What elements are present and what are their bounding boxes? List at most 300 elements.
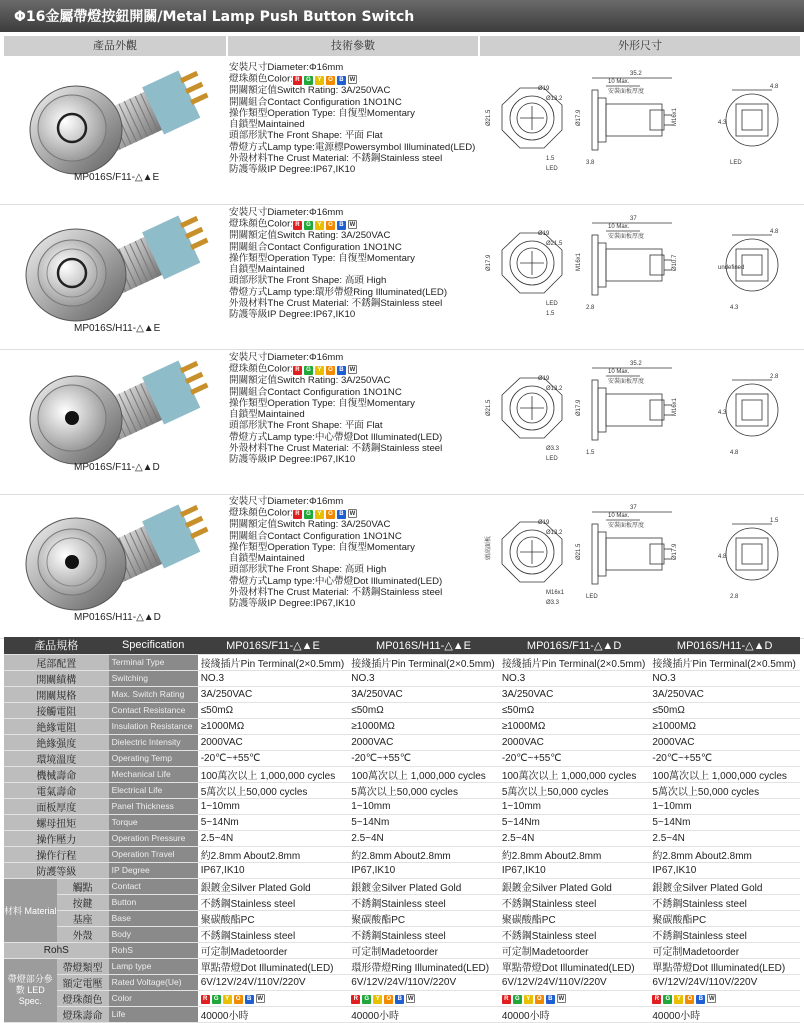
dim-label: Ø21.5 (576, 543, 582, 560)
spec-label-en: Electrical Life (109, 782, 198, 798)
spec-value: 銀鍍金Silver Plated Gold (348, 878, 499, 894)
param-line: 帶燈方式Lamp type:電源標Powersymbol Illuminated(LED) (229, 141, 476, 153)
spec-value: 不銹鋼Stainless steel (649, 894, 800, 910)
color-dots (201, 992, 267, 1004)
switch-photo (6, 496, 222, 624)
spec-value: 40000小時 (348, 1006, 499, 1022)
spec-value: 100萬次以上 1,000,000 cycles (198, 766, 349, 782)
dim-label: 1.5 (586, 450, 595, 456)
spec-value: 聚碳酸酯PC (649, 910, 800, 926)
dim-label: 3.8 (586, 160, 595, 166)
param-line: 安裝尺寸Diameter:Φ16mm (229, 207, 344, 218)
color-dot: W (257, 996, 264, 1002)
spec-label-en: Lamp type (109, 958, 198, 974)
dim-label: Ø13.2 (546, 96, 563, 102)
color-dots (502, 992, 568, 1004)
spec-value: 6V/12V/24V/110V/220V (198, 974, 349, 990)
param-line: 帶燈方式Lamp type:中心帶燈Dot Illuminated(LED) (229, 575, 443, 587)
spec-value: 1~10mm (499, 798, 650, 814)
spec-label-en: IP Degree (109, 862, 198, 878)
spec-label-zh: 絶緣電阻 (4, 718, 109, 734)
spec-value: ≥1000MΩ (348, 718, 499, 734)
spec-label-zh: 額定電壓 (57, 974, 109, 990)
color-dots (293, 73, 359, 85)
dim-label: Ø13.2 (546, 386, 563, 392)
table-header-cell: MP016S/H11-△▲D (649, 637, 800, 654)
product-row (0, 60, 804, 205)
spec-value: 接綫插片Pin Terminal(2×0.5mm) (499, 654, 650, 670)
spec-label-zh: 基座 (57, 910, 109, 926)
spec-label-zh: 螺母扭矩 (4, 814, 109, 830)
material-group-label: 材料 Material (4, 878, 57, 942)
table-header-cell: MP016S/H11-△▲E (348, 637, 499, 654)
spec-value: -20℃~+55℃ (198, 750, 349, 766)
color-dots (652, 992, 718, 1004)
spec-value: NO.3 (649, 670, 800, 686)
dim-label: 35.2 (630, 361, 642, 367)
spec-value: 不銹鋼Stainless steel (499, 894, 650, 910)
spec-label-en: Rated Voltage(Ue) (109, 974, 198, 990)
table-row (4, 1006, 800, 1022)
param-line: 帶燈方式Lamp type:中心帶燈Dot Illuminated(LED) (229, 431, 443, 443)
table-row (4, 942, 800, 958)
spec-value: NO.3 (198, 670, 349, 686)
color-dot: W (558, 996, 565, 1002)
table-header-row (4, 637, 800, 654)
param-line: 開關額定值Switch Rating: 3A/250VAC (229, 519, 391, 531)
param-line: 防護等級IP Degree:IP67,IK10 (229, 454, 356, 466)
spec-label-en: Torque (109, 814, 198, 830)
spec-label-zh: 電氣壽命 (4, 782, 109, 798)
switch-photo (6, 62, 222, 190)
spec-value: 不銹鋼Stainless steel (198, 894, 349, 910)
table-row (4, 878, 800, 894)
spec-label-zh: 防護等級 (4, 862, 109, 878)
spec-value: 銀鍍金Silver Plated Gold (198, 878, 349, 894)
spec-label-en: Operation Pressure (109, 830, 198, 846)
param-line: 防護等級IP Degree:IP67,IK10 (229, 309, 356, 321)
spec-label-en: Operating Temp (109, 750, 198, 766)
table-header-cell: Specification (109, 637, 198, 654)
spec-value: ≥1000MΩ (198, 718, 349, 734)
spec-label-zh: 外殼 (57, 926, 109, 942)
dim-label: LED (730, 160, 742, 166)
dim-label: 10 Max. (608, 224, 630, 230)
spec-label-en: Body (109, 926, 198, 942)
color-dot: Y (223, 995, 232, 1004)
color-dot: B (395, 995, 404, 1004)
spec-value: 接綫插片Pin Terminal(2×0.5mm) (649, 654, 800, 670)
spec-value: 2.5~4N (198, 830, 349, 846)
dim-label: Ø21.5 (546, 241, 563, 247)
dim-label: Ø13.2 (546, 530, 563, 536)
col-header-appearance: 產品外觀 (4, 36, 226, 56)
spec-value: 可定制Madetoorder (649, 942, 800, 958)
dim-label: 2.8 (586, 305, 595, 311)
spec-value: 5~14Nm (348, 814, 499, 830)
spec-label-zh: 操作行程 (4, 846, 109, 862)
table-header-cell: MP016S/F11-△▲D (499, 637, 650, 654)
spec-value: 2000VAC (499, 734, 650, 750)
dim-label: 1.5 (770, 518, 779, 524)
table-header-cell: 產品規格 (4, 637, 109, 654)
color-dots (293, 363, 359, 375)
spec-label-en: Base (109, 910, 198, 926)
dim-label: 10 Max. (608, 513, 630, 519)
spec-value: 不銹鋼Stainless steel (198, 926, 349, 942)
spec-label-en: Contact (109, 878, 198, 894)
param-line: 頭部形狀The Front Shape: 平面 Flat (229, 130, 383, 142)
spec-value: 2.5~4N (499, 830, 650, 846)
spec-label-zh: 接觸電阻 (4, 702, 109, 718)
param-line: 安裝尺寸Diameter:Φ16mm (229, 496, 344, 507)
spec-value: -20℃~+55℃ (499, 750, 650, 766)
spec-value: -20℃~+55℃ (348, 750, 499, 766)
spec-value: IP67,IK10 (198, 862, 349, 878)
spec-label-en: Max. Switch Rating (109, 686, 198, 702)
dim-label: 10 Max. (608, 79, 630, 85)
spec-value: 6V/12V/24V/110V/220V (348, 974, 499, 990)
color-dots (293, 507, 359, 519)
param-line: 開關組合Contact Configuration 1NO1NC (229, 530, 402, 542)
spec-label-zh: 開關規格 (4, 686, 109, 702)
dim-label: LED (546, 301, 558, 307)
color-dot: G (663, 995, 672, 1004)
param-line: 外殼材料The Crust Material: 不銹鋼Stainless steel (229, 153, 443, 165)
dim-label: M16x1 (576, 252, 582, 271)
table-header-cell: MP016S/F11-△▲E (198, 637, 349, 654)
dim-label: 37 (630, 505, 637, 511)
color-dot: Y (315, 221, 324, 230)
color-dot: R (293, 366, 302, 375)
spec-value: ≤50mΩ (348, 702, 499, 718)
spec-label-en: Dielectric Intensity (109, 734, 198, 750)
spec-label-zh: RohS (4, 942, 109, 958)
dimension-drawing (480, 205, 802, 345)
spec-label-zh: 燈珠壽命 (57, 1006, 109, 1022)
color-dot: B (245, 995, 254, 1004)
spec-value: 1~10mm (198, 798, 349, 814)
param-line: 開關額定值Switch Rating: 3A/250VAC (229, 85, 391, 97)
color-dot: R (502, 995, 511, 1004)
spec-value: 5~14Nm (499, 814, 650, 830)
dim-label: 35.2 (630, 71, 642, 77)
spec-value: 5~14Nm (198, 814, 349, 830)
color-dot: R (351, 995, 360, 1004)
spec-value: 不銹鋼Stainless steel (499, 926, 650, 942)
page-title-bar (0, 0, 804, 32)
dim-label: 37 (630, 216, 637, 222)
spec-value: 2000VAC (649, 734, 800, 750)
color-dot: O (234, 995, 243, 1004)
dim-label: 2.8 (770, 374, 779, 380)
model-caption: MP016S/H11-△▲E (74, 323, 161, 334)
dim-label: Ø17.9 (576, 109, 582, 126)
dim-label: 4.3 (718, 120, 727, 126)
param-line: 操作類型Operation Type: 自復型Momentary (229, 397, 415, 409)
spec-value: 2000VAC (198, 734, 349, 750)
table-row (4, 974, 800, 990)
param-line: 頭部形狀The Front Shape: 高頭 High (229, 275, 387, 287)
dim-label: Ø3.3 (546, 600, 560, 606)
spec-color-cell (499, 990, 650, 1006)
spec-label-zh: 按鍵 (57, 894, 109, 910)
dim-label: Ø19 (538, 520, 550, 526)
table-row (4, 718, 800, 734)
dim-label: 4.3 (718, 410, 727, 416)
spec-label-zh: 面板厚度 (4, 798, 109, 814)
color-dot: O (326, 76, 335, 85)
color-dot: G (362, 995, 371, 1004)
dim-label: 4.8 (770, 84, 779, 90)
color-dot: Y (315, 510, 324, 519)
dim-label: LED (546, 456, 558, 462)
spec-label-en: Panel Thickness (109, 798, 198, 814)
color-dot: O (535, 995, 544, 1004)
color-dot: Y (373, 995, 382, 1004)
spec-value: 5萬次以上50,000 cycles (499, 782, 650, 798)
spec-label-en: Insulation Resistance (109, 718, 198, 734)
color-dot: B (337, 221, 346, 230)
table-row (4, 734, 800, 750)
color-dot: B (337, 76, 346, 85)
color-dot: B (546, 995, 555, 1004)
table-row (4, 894, 800, 910)
spec-value: 1~10mm (348, 798, 499, 814)
dim-label: Ø17.9 (576, 399, 582, 416)
spec-value: 聚碳酸酯PC (499, 910, 650, 926)
spec-color-cell (198, 990, 349, 1006)
spec-value: 3A/250VAC (499, 686, 650, 702)
param-line: 開關組合Contact Configuration 1NO1NC (229, 96, 402, 108)
spec-label-zh: 開關績構 (4, 670, 109, 686)
page-title: Φ16金屬帶燈按鈕開關/Metal Lamp Push Button Switch (14, 9, 415, 25)
param-line: 安裝尺寸Diameter:Φ16mm (229, 352, 344, 363)
spec-label-zh: 觸點 (57, 878, 109, 894)
spec-value: 2.5~4N (649, 830, 800, 846)
param-line: 開關額定值Switch Rating: 3A/250VAC (229, 230, 391, 242)
color-dot: Y (315, 76, 324, 85)
color-dot: G (212, 995, 221, 1004)
param-line: 操作類型Operation Type: 自復型Momentary (229, 252, 415, 264)
color-dot: O (326, 366, 335, 375)
product-row (0, 350, 804, 495)
spec-label-en: Mechanical Life (109, 766, 198, 782)
param-line: 燈珠顏色Color: R G Y O B W (229, 73, 489, 85)
spec-label-zh: 機械壽命 (4, 766, 109, 782)
spec-value: 1~10mm (649, 798, 800, 814)
spec-value: 可定制Madetoorder (348, 942, 499, 958)
table-row (4, 814, 800, 830)
dim-label: LED (546, 166, 558, 172)
color-dot: G (513, 995, 522, 1004)
spec-value: IP67,IK10 (649, 862, 800, 878)
color-dot: R (652, 995, 661, 1004)
color-dots (293, 218, 359, 230)
dimension-drawing (480, 350, 802, 490)
spec-value: 約2.8mm About2.8mm (499, 846, 650, 862)
param-line: 開關組合Contact Configuration 1NO1NC (229, 386, 402, 398)
spec-value: 5萬次以上50,000 cycles (348, 782, 499, 798)
dim-label: 安裝面板厚度 (608, 379, 645, 385)
spec-label-zh: 尾部配置 (4, 654, 109, 670)
spec-value: 40000小時 (198, 1006, 349, 1022)
color-dot: Y (674, 995, 683, 1004)
col-header-dimensions: 外形尺寸 (480, 36, 800, 56)
spec-value: 3A/250VAC (649, 686, 800, 702)
color-dot: B (337, 366, 346, 375)
spec-value: 3A/250VAC (198, 686, 349, 702)
spec-table (4, 637, 800, 1023)
param-line: 外殼材料The Crust Material: 不銹鋼Stainless steel (229, 587, 443, 599)
dim-label: 頭高面板 (486, 535, 492, 560)
table-row (4, 782, 800, 798)
spec-value: 接綫插片Pin Terminal(2×0.5mm) (348, 654, 499, 670)
param-line: 開關額定值Switch Rating: 3A/250VAC (229, 375, 391, 387)
dim-label: Ø19 (538, 86, 550, 92)
dim-label: 4.8 (770, 229, 779, 235)
spec-label-en: Button (109, 894, 198, 910)
spec-value: 40000小時 (499, 1006, 650, 1022)
dim-label: Ø3.3 (546, 446, 560, 452)
color-dot: B (337, 510, 346, 519)
param-line: 自鎖型Maintained (229, 264, 305, 276)
color-dot: W (709, 996, 715, 1002)
table-row (4, 926, 800, 942)
spec-value: 單點帶燈Dot Illuminated(LED) (649, 958, 800, 974)
spec-value: 約2.8mm About2.8mm (348, 846, 499, 862)
spec-label-en: Operation Travel (109, 846, 198, 862)
spec-label-zh: 環境溫度 (4, 750, 109, 766)
color-dot: W (349, 367, 356, 374)
spec-label-en: Life (109, 1006, 198, 1022)
param-line: 操作類型Operation Type: 自復型Momentary (229, 541, 415, 553)
color-dot: O (685, 995, 694, 1004)
param-line: 自鎖型Maintained (229, 409, 305, 421)
color-dot: Y (524, 995, 533, 1004)
table-row (4, 654, 800, 670)
spec-value: ≥1000MΩ (649, 718, 800, 734)
table-row (4, 670, 800, 686)
model-caption: MP016S/F11-△▲D (74, 462, 160, 473)
switch-photo (6, 352, 222, 480)
color-dot: R (293, 510, 302, 519)
spec-value: 聚碳酸酯PC (198, 910, 349, 926)
color-dot: Y (315, 366, 324, 375)
dimension-drawing (480, 60, 802, 200)
spec-value: ≥1000MΩ (499, 718, 650, 734)
color-dot: W (407, 996, 414, 1002)
spec-value: -20℃~+55℃ (649, 750, 800, 766)
spec-value: IP67,IK10 (499, 862, 650, 878)
product-row (0, 205, 804, 350)
table-row (4, 798, 800, 814)
color-dot: R (201, 995, 210, 1004)
switch-photo (6, 207, 222, 335)
param-line: 自鎖型Maintained (229, 553, 305, 565)
spec-value: 不銹鋼Stainless steel (348, 926, 499, 942)
product-row (0, 494, 804, 639)
spec-value: 100萬次以上 1,000,000 cycles (348, 766, 499, 782)
col-header-params: 技術參數 (228, 36, 478, 56)
color-dot: R (293, 221, 302, 230)
spec-value: 銀鍍金Silver Plated Gold (649, 878, 800, 894)
spec-value: 不銹鋼Stainless steel (348, 894, 499, 910)
spec-value: ≤50mΩ (649, 702, 800, 718)
param-line: 頭部形狀The Front Shape: 高頭 High (229, 564, 387, 576)
spec-value: 環形帶燈Ring Illuminated(LED) (348, 958, 499, 974)
param-line: 燈珠顏色Color: R G Y O B W (229, 507, 489, 519)
spec-label-en: Contact Resistance (109, 702, 198, 718)
dim-label: undefined (718, 265, 745, 271)
param-line: 帶燈方式Lamp type:環形帶燈Ring Illuminated(LED) (229, 286, 448, 298)
color-dot: B (696, 995, 705, 1004)
spec-value: 聚碳酸酯PC (348, 910, 499, 926)
spec-label-en: Terminal Type (109, 654, 198, 670)
spec-value: 2000VAC (348, 734, 499, 750)
spec-label-en: RohS (109, 942, 198, 958)
spec-value: 銀鍍金Silver Plated Gold (499, 878, 650, 894)
spec-value: 接綫插片Pin Terminal(2×0.5mm) (198, 654, 349, 670)
spec-value: 單點帶燈Dot Illuminated(LED) (198, 958, 349, 974)
spec-value: 5~14Nm (649, 814, 800, 830)
spec-value: 可定制Madetoorder (198, 942, 349, 958)
model-caption: MP016S/F11-△▲E (74, 172, 160, 183)
param-line: 外殼材料The Crust Material: 不銹鋼Stainless steel (229, 298, 443, 310)
dim-label: 1.5 (546, 156, 555, 162)
color-dot: O (326, 510, 335, 519)
param-line: 燈珠顏色Color: R G Y O B W (229, 363, 489, 375)
spec-value: 單點帶燈Dot Illuminated(LED) (499, 958, 650, 974)
color-dot: W (349, 77, 356, 84)
dim-label: 2.8 (730, 594, 739, 600)
dim-label: Ø21.5 (486, 109, 492, 126)
dim-label: M16x1 (546, 590, 565, 596)
color-dot: R (293, 76, 302, 85)
spec-value: 可定制Madetoorder (499, 942, 650, 958)
spec-label-zh: 絶緣强度 (4, 734, 109, 750)
table-row (4, 830, 800, 846)
dim-label: 4.8 (718, 554, 727, 560)
param-line: 開關組合Contact Configuration 1NO1NC (229, 241, 402, 253)
spec-color-cell (348, 990, 499, 1006)
param-line: 安裝尺寸Diameter:Φ16mm (229, 62, 344, 73)
param-line: 燈珠顏色Color: R G Y O B W (229, 218, 489, 230)
spec-label-zh: 燈珠顏色 (57, 990, 109, 1006)
spec-value: ≤50mΩ (499, 702, 650, 718)
spec-value: 6V/12V/24V/110V/220V (499, 974, 650, 990)
spec-color-cell (649, 990, 800, 1006)
color-dots (351, 992, 417, 1004)
dimension-drawing (480, 494, 802, 634)
param-line: 外殼材料The Crust Material: 不銹鋼Stainless steel (229, 443, 443, 455)
spec-value: 40000小時 (649, 1006, 800, 1022)
spec-value: 5萬次以上50,000 cycles (649, 782, 800, 798)
spec-value: 約2.8mm About2.8mm (649, 846, 800, 862)
param-line: 防護等級IP Degree:IP67,IK10 (229, 164, 356, 176)
dim-label: Ø17.9 (486, 254, 492, 271)
dim-label: 安裝面板厚度 (608, 234, 645, 240)
dim-label: Ø19 (538, 376, 550, 382)
color-dot: G (304, 510, 313, 519)
dim-label: Ø19 (538, 231, 550, 237)
spec-value: 100萬次以上 1,000,000 cycles (499, 766, 650, 782)
spec-label-en: Color (109, 990, 198, 1006)
color-dot: G (304, 221, 313, 230)
table-row (4, 862, 800, 878)
color-dot: G (304, 76, 313, 85)
dim-label: M16x1 (672, 107, 678, 126)
